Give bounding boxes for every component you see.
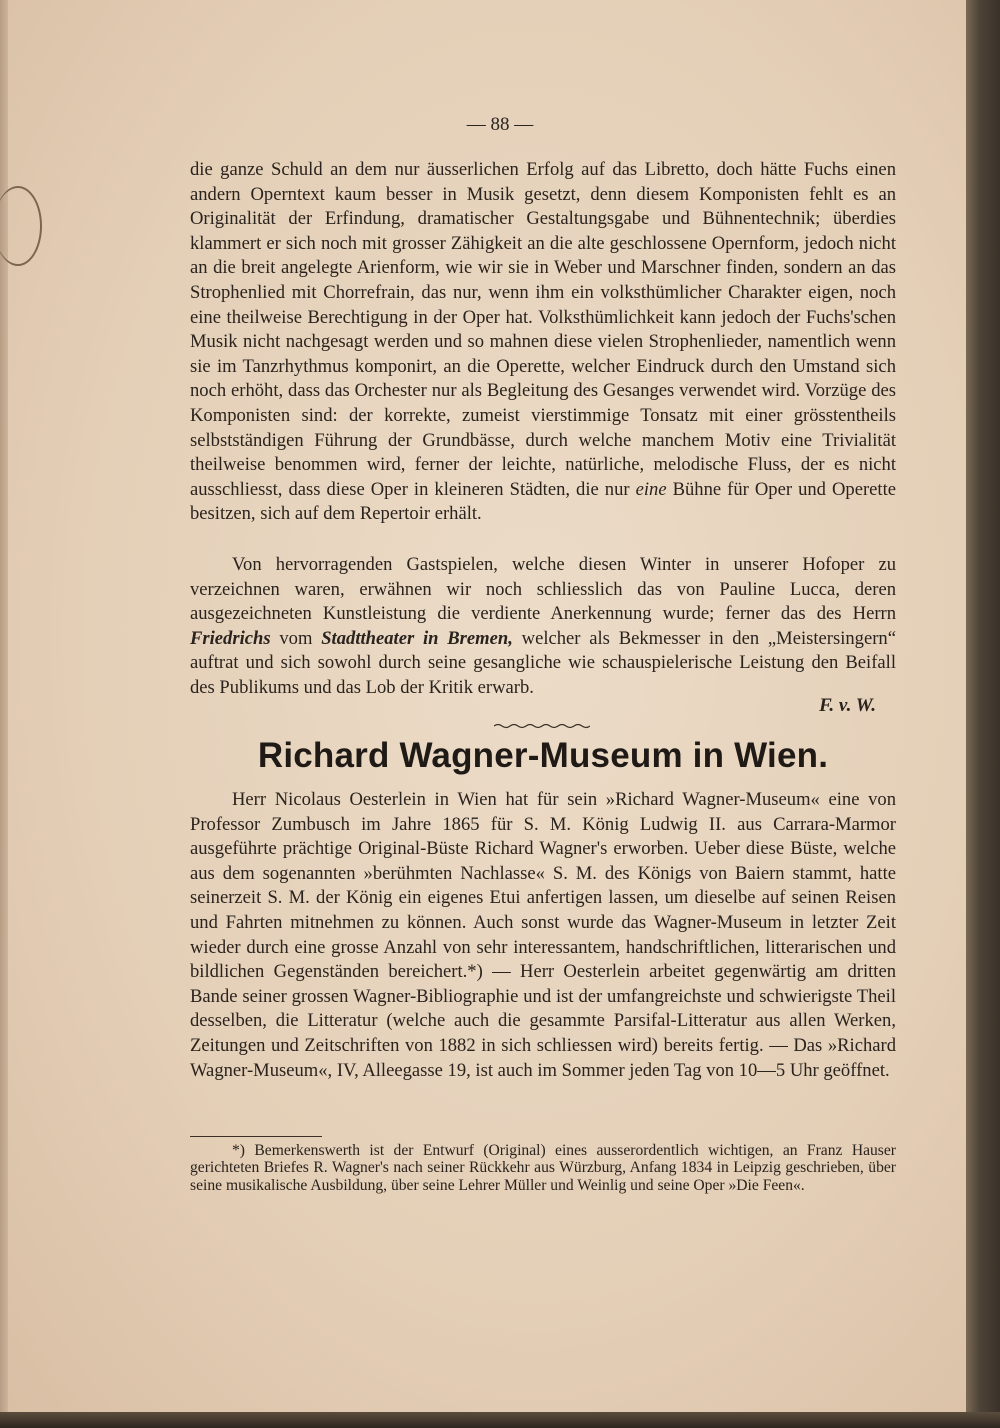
article1-paragraph-1-text: die ganze Schuld an dem nur äusserlichen Erfolg auf das Libretto, doch hätte Fuchs einen andern Operntext kaum besser in Musik gesetzt, denn diesem Komponisten fehlt es an Originalität der Erfindung, dramatischer Gestaltungsgabe und Bühnentechnik; überdies klammert er sich noch mit grosser Zähigkeit an die alte geschlossene Opernform, jedoch nicht an die breit angelegte Arienform, wie wir sie in Weber und Marschner finden, sondern an das Strophenlied mit Chorrefrain, das nur, wenn ihm ein volksthümlicher Charakter eigen, noch eine theilweise Berechtigung in der Oper hat. Volksthümlichkeit kann jedoch der Fuchs'schen Musik nicht nachgesagt werden und so mahnen diese vielen Strophenlieder, namentlich wenn sie im Tanzrhythmus komponirt, an die Operette, welcher Eindruck durch den Umstand sich noch erhöht, dass das Orchester nur als Begleitung des Gesanges verwendet wird. Vorzüge des Komponisten sind: der korrekte, zumeist vierstimmige Tonsatz mit einer grösstentheils selbstständigen Führung der Grundbässe, durch welche manchem Motiv eine Trivialität theilweise benommen wird, ferner der leichte, natürliche, melodische Fluss, der es nicht ausschliesst, dass diese Oper in kleineren Städten, die nur: [190, 159, 896, 500]
section-divider: [494, 723, 590, 729]
emphasis-eine: eine: [635, 478, 667, 500]
article1-paragraph-2: [190, 553, 896, 701]
page-bottom-edge: [0, 1412, 1000, 1428]
author-signature: F. v. W.: [819, 695, 876, 716]
name-friedrichs: Friedrichs: [190, 627, 271, 649]
article2-paragraph: Herr Nicolaus Oesterlein in Wien hat für sein »Richard Wagner-Museum« eine von Professor Zumbusch im Jahre 1865 für S. M. König Ludwig II. aus Carrara-Marmor ausgeführte prächtige Original-Büste Richard Wagner's erworben. Ueber diese Büste, welche aus dem sogenannten »berühmten Nachlasse« S. M. des Königs von Baiern stammt, hatte seinerzeit S. M. der König ein eigenes Etui anfertigen lassen, um dieselbe auf seinen Reisen und Fahrten mitnehmen zu können. Auch sonst wurde das Wagner-Museum in letzter Zeit wieder durch eine grosse Anzahl von sehr interessantem, handschriftlichen, litterarischen und bildlichen Gegenständen bereichert.*) — Herr Oesterlein arbeitet gegenwärtig am dritten Bande seiner grossen Wagner-Bibliographie und ist der umfangreichste und schwierigste Theil desselben, die Litteratur (welche auch die gesammte Parsifal-Litteratur aus allen Werken, Zeitungen und Zeitschriften von 1882 in sich schliessen wird) bereits fertig. — Das »Richard Wagner-Museum«, IV, Alleegasse 19, ist auch im Sommer jeden Tag von 10—5 Uhr geöffnet.: [190, 789, 896, 1081]
article1-paragraph-2-end: welcher als Bekmesser in den „Meistersingern“ auftrat und sich sowohl durch seine gesangliche wie schauspielerische Leistung den Beifall des Publikums und das Lob der Kritik erwarb.: [190, 627, 896, 698]
binding-clip-mark: [0, 186, 42, 266]
article1-paragraph-2-start: Von hervorragenden Gastspielen, welche diesen Winter in unserer Hofoper zu verzeichnen waren, erwähnen wir noch schliesslich das von Pauline Lucca, deren ausgezeichneten Kunstleistung die verdiente Anerkennung wurde; ferner das des Herrn: [190, 554, 896, 625]
article1-paragraph-1-end: Bühne für Oper und Operette besitzen, sich auf dem Repertoir erhält.: [190, 478, 896, 525]
footnote: *) Bemerkenswerth ist der Entwurf (Original) eines ausserordentlich wichtigen, an Franz Hauser gerichteten Briefes R. Wagner's nach seiner Rückkehr aus Würzburg, Anfang 1834 in Leipzig geschrieben, über seine musikalische Ausbildung, über seine Lehrer Müller und Weinlig und seine Oper »Die Feen«.: [190, 1142, 896, 1194]
page-number: — 88 —: [466, 114, 534, 135]
place-stadttheater: Stadttheater in Bremen,: [321, 627, 513, 649]
article1-paragraph-1: [190, 158, 896, 527]
book-spine-edge: [966, 0, 1000, 1428]
article1-paragraph-2-mid: vom: [279, 627, 313, 649]
footnote-rule: [190, 1136, 322, 1137]
article2-title: Richard Wagner-Museum in Wien.: [257, 736, 829, 775]
